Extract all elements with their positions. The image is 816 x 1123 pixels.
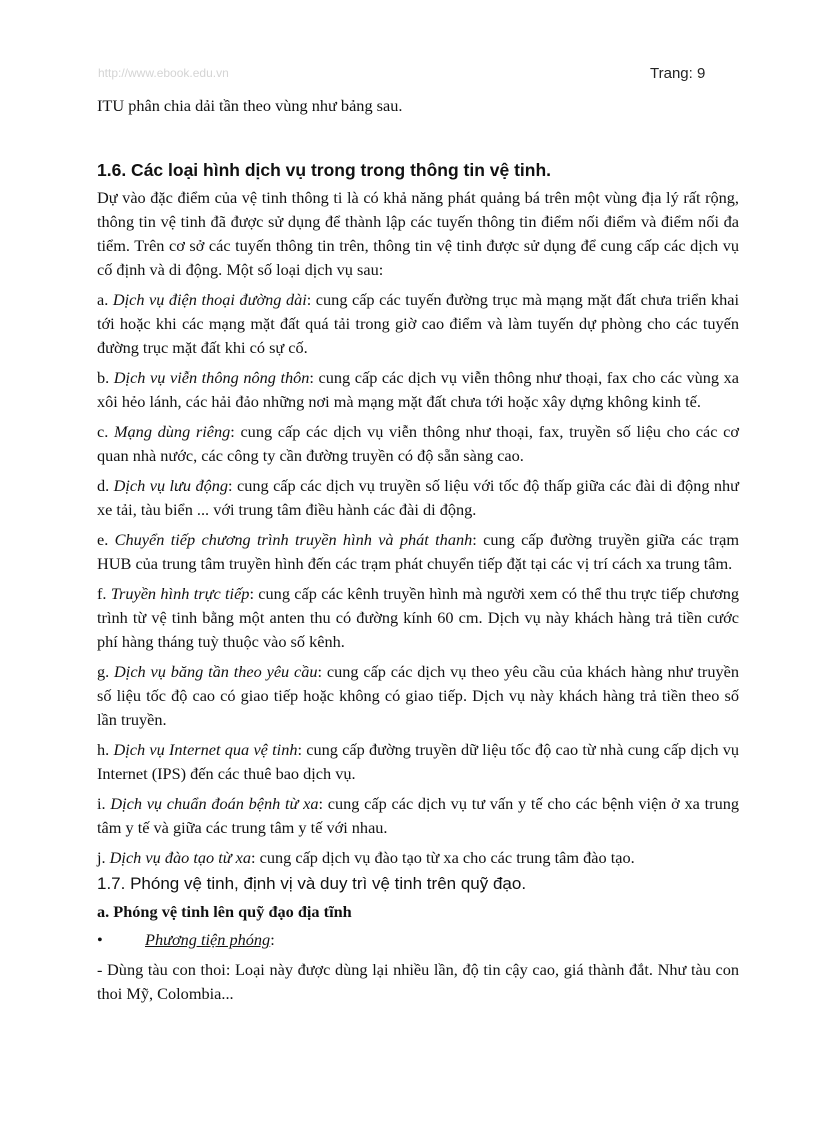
item-prefix: b. — [97, 368, 114, 387]
item-prefix: f. — [97, 584, 111, 603]
item-prefix: g. — [97, 662, 115, 681]
service-item-h — [97, 738, 739, 786]
header-url: http://www.ebook.edu.vn — [98, 66, 229, 80]
page-number: Trang: 9 — [650, 65, 706, 82]
service-item-e — [97, 528, 739, 576]
item-desc: : cung cấp đường truyền dữ liệu tốc độ cao từ nhà cung cấp dịch vụ Internet (IPS) đến các thuê bao dịch vụ. — [97, 740, 740, 783]
service-item-a — [97, 288, 739, 360]
item-prefix: h. — [97, 740, 114, 759]
section-1-7-heading: 1.7. Phóng vệ tinh, định vị và duy trì vệ tinh trên quỹ đạo. — [97, 874, 527, 893]
item-desc: : cung cấp các tuyến đường trục mà mạng mặt đất chưa triển khai tới hoặc khi các mạng mặt đất quá tải trong giờ cao điểm và làm tuyến dự phòng cho các tuyến đường trục mặt đất khi có sự cố. — [97, 290, 739, 357]
item-desc: : cung cấp các dịch vụ viễn thông như thoại, fax cho các vùng xa xôi hẻo lánh, các hải đảo những nơi mà mạng mặt đất chưa tới hoặc xây dựng không kinh tế. — [97, 368, 740, 411]
item-desc: : cung cấp các dịch vụ truyền số liệu với tốc độ thấp giữa các đài di động như xe tải, tàu biển ... với trung tâm điều hành các đài di động. — [97, 476, 740, 519]
item-prefix: a. — [97, 290, 113, 309]
document-body — [97, 94, 739, 1006]
bullet-term: Phương tiện phóng — [145, 930, 271, 949]
item-term: Dịch vụ chuẩn đoán bệnh từ xa — [110, 794, 319, 813]
item-term: Dịch vụ lưu động — [113, 476, 229, 495]
service-item-b — [97, 366, 739, 414]
intro-line: ITU phân chia dải tần theo vùng như bảng sau. — [97, 96, 403, 115]
item-term: Dịch vụ Internet qua vệ tinh — [113, 740, 298, 759]
item-desc: : cung cấp đường truyền giữa các trạm HUB của trung tâm truyền hình đến các trạm phát chuyển tiếp đặt tại các vị trí cách xa trung tâm. — [97, 530, 740, 573]
service-item-f — [97, 582, 739, 654]
item-desc: : cung cấp các dịch vụ viễn thông như thoại, fax, truyền số liệu cho các cơ quan nhà nước, các công ty cần đường truyền có độ sẵn sàng cao. — [97, 422, 739, 465]
item-prefix: d. — [97, 476, 114, 495]
section-1-6-intro: Dự vào đặc điểm của vệ tinh thông ti là có khả năng phát quảng bá trên một vùng địa lý rất rộng, thông tin vệ tinh đã được sử dụng để thành lập các tuyến thông tin điểm nối điểm và điểm nối đa tiểm. Trên cơ sở các tuyến thông tin trên, thông tin vệ tinh được sử dụng để cung cấp các dịch vụ cố định và di động. Một số loại dịch vụ sau: — [97, 188, 739, 279]
item-term: Truyền hình trực tiếp — [110, 584, 250, 603]
bullet-symbol: • — [97, 930, 103, 949]
service-item-d — [97, 474, 739, 522]
item-term: Dịch vụ điện thoại đường dài — [112, 290, 307, 309]
service-item-c — [97, 420, 739, 468]
item-term: Dịch vụ đào tạo từ xa — [109, 848, 252, 867]
item-prefix: i. — [97, 794, 111, 813]
item-term: Dịch vụ viễn thông nông thôn — [113, 368, 310, 387]
item-term: Dịch vụ băng tần theo yêu cầu — [114, 662, 318, 681]
item-prefix: c. — [97, 422, 114, 441]
launch-vehicle-paragraph: - Dùng tàu con thoi: Loại này được dùng lại nhiều lần, độ tin cậy cao, giá thành đắt. Như tàu con thoi Mỹ, Colombia... — [97, 960, 739, 1003]
item-desc: : cung cấp dịch vụ đào tạo từ xa cho các trung tâm đào tạo. — [251, 848, 635, 867]
item-desc: : cung cấp các dịch vụ tư vấn y tế cho các bệnh viện ở xa trung tâm y tế và giữa các trung tâm y tế với nhau. — [97, 794, 739, 837]
service-item-j — [97, 846, 739, 870]
section-1-6-heading: 1.6. Các loại hình dịch vụ trong trong thông tin vệ tinh. — [97, 160, 552, 180]
sub-heading-launch: a. Phóng vệ tinh lên quỹ đạo địa tĩnh — [97, 902, 352, 921]
bullet-item — [97, 928, 739, 952]
item-desc: : cung cấp các dịch vụ theo yêu cầu của khách hàng như truyền số liệu tốc độ cao có giao tiếp hoặc không có giao tiếp. Dịch vụ này khách hàng trả tiền theo số lần truyền. — [97, 662, 740, 729]
item-term: Chuyển tiếp chương trình truyền hình và phát thanh — [114, 530, 473, 549]
bullet-colon: : — [270, 930, 275, 949]
service-item-i — [97, 792, 739, 840]
item-term: Mạng dùng riêng — [113, 422, 231, 441]
item-prefix: e. — [97, 530, 115, 549]
item-desc: : cung cấp các kênh truyền hình mà người xem có thể thu trực tiếp chương trình từ vệ tinh bằng một anten thu có đường kính 60 cm. Dịch vụ này khách hàng trả tiền cước phí hàng tháng tuỳ thuộc vào số kênh. — [97, 584, 739, 651]
service-item-g — [97, 660, 739, 732]
item-prefix: j. — [97, 848, 110, 867]
